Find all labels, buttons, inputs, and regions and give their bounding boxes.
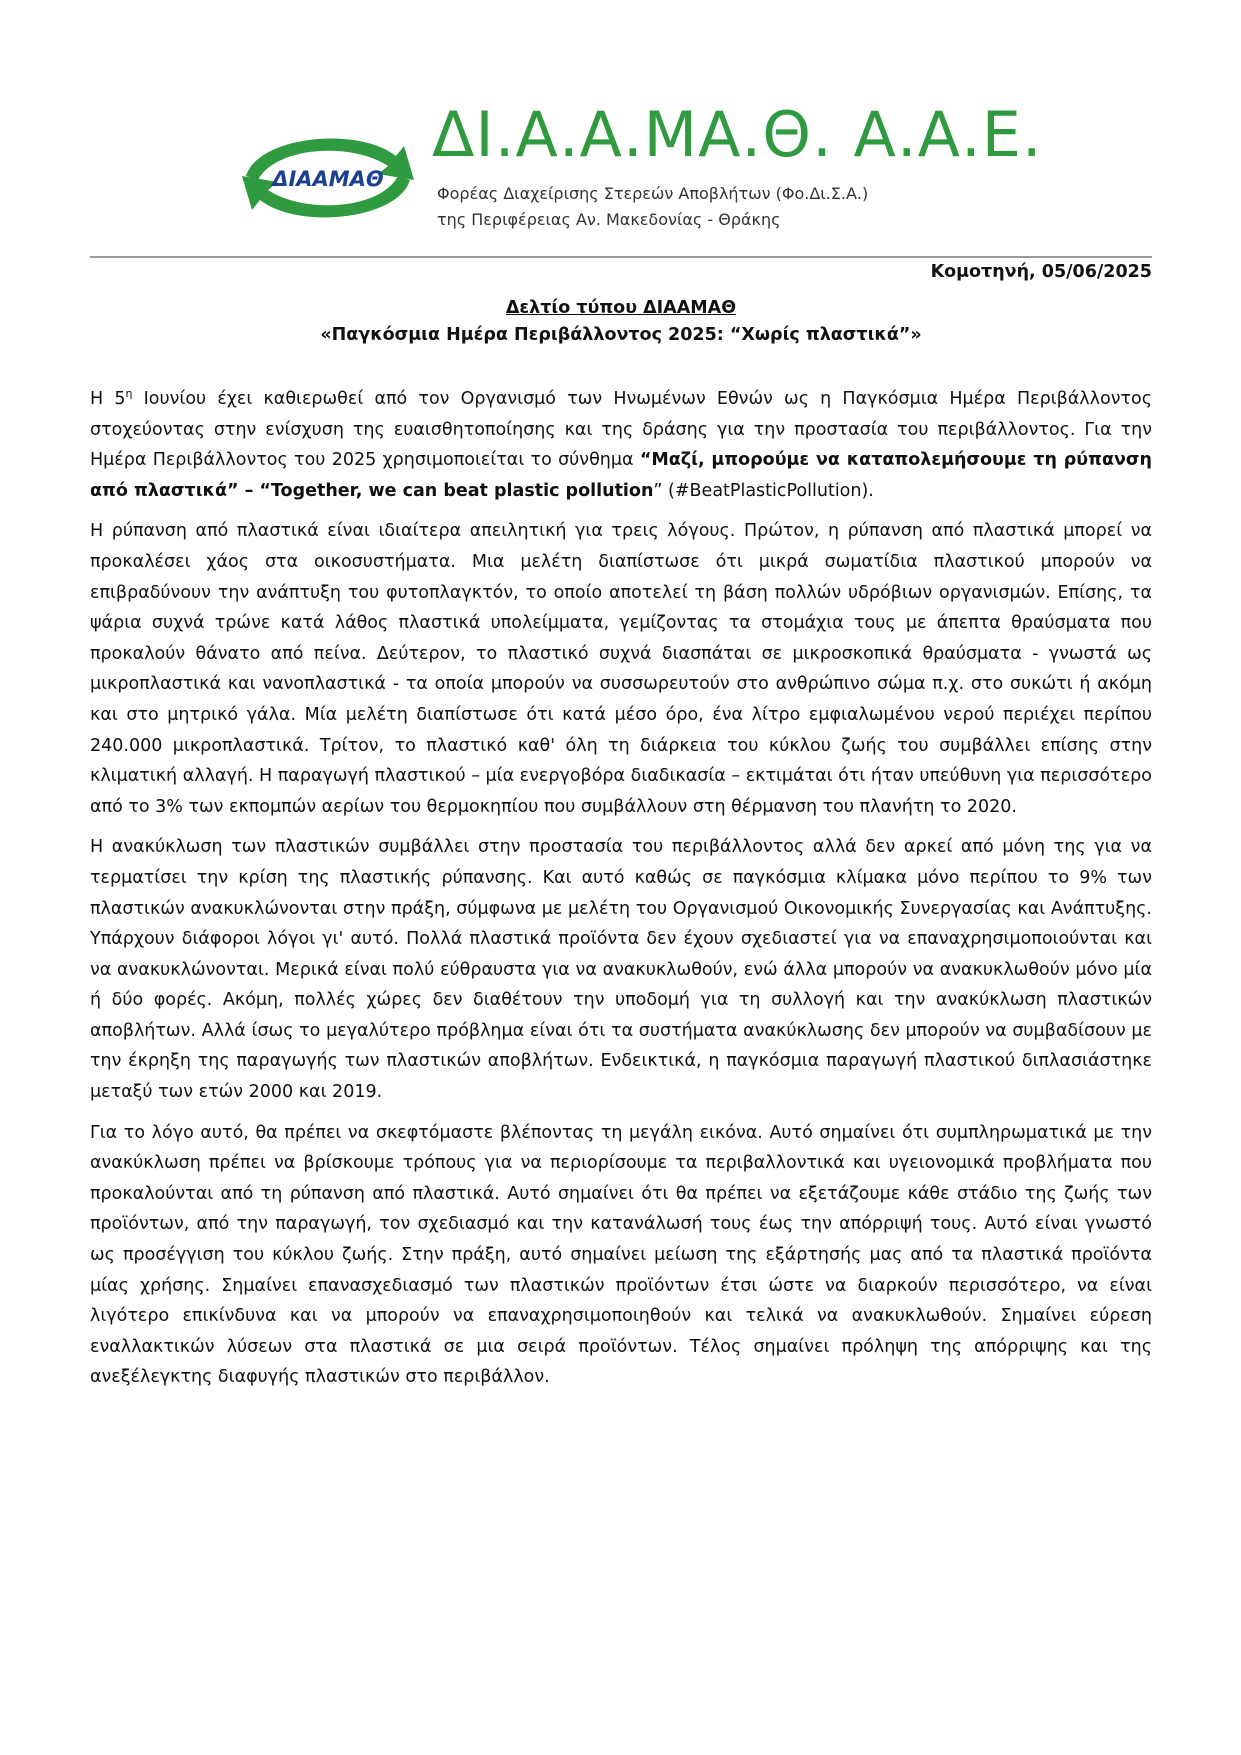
date-line: Κομοτηνή, 05/06/2025 (930, 262, 1152, 282)
organization-name: ΔΙ.Α.Α.ΜΑ.Θ. Α.Α.Ε. (432, 98, 1043, 171)
organization-region: της Περιφέρειας Αν. Μακεδονίας - Θράκης (437, 210, 781, 229)
press-release-label: Δελτίο τύπου ΔΙΑΑΜΑΘ (505, 298, 737, 318)
organization-subtitle: Φορέας Διαχείρισης Στερεών Αποβλήτων (Φο.Δι.Σ.Α.) (437, 184, 869, 203)
press-release-title: «Παγκόσμια Ημέρα Περιβάλλοντος 2025: “Χωρίς πλαστικά”» (320, 325, 922, 345)
paragraph-4: Για το λόγο αυτό, θα πρέπει να σκεφτόμαστε βλέποντας τη μεγάλη εικόνα. Αυτό σημαίνει ότι συμπληρωματικά με την ανακύκλωση πρέπει να βρίσκουμε τρόπους για να περιορίσουμε τα περιβαλλοντικά και υγειονομικά προβλήματα που προκαλούνται από τη ρύπανση από πλαστικά. Αυτό σημαίνει ότι θα πρέπει να εξετάζουμε κάθε στάδιο της ζωής των προϊόντων, από την παραγωγή, τον σχεδιασμό και την κατανάλωσή τους έως την απόρριψή τους. Αυτό είναι γνωστό ως προσέγγιση του κύκλου ζωής. Στην πράξη, αυτό σημαίνει μείωση της εξάρτησής μας από τα πλαστικά προϊόντα μίας χρήσης. Σημαίνει επανασχεδιασμό των πλαστικών προϊόντων έτσι ώστε να διαρκούν περισσότερο, να είναι λιγότερο επικίνδυνα και να μπορούν να επαναχρησιμοποιηθούν και τελικά να ανακυκλωθούν. Σημαίνει εύρεση εναλλακτικών λύσεων στα πλαστικά σε μια σειρά προϊόντων. Τέλος σημαίνει πρόληψη της απόρριψης και της ανεξέλεγκτης διαφυγής πλαστικών στο περιβάλλον. (90, 1122, 1152, 1388)
paragraph-3: Η ανακύκλωση των πλαστικών συμβάλλει στην προστασία του περιβάλλοντος αλλά δεν αρκεί από μόνη της για να τερματίσει την κρίση της πλαστικής ρύπανσης. Και αυτό καθώς σε παγκόσμια κλίμακα μόνο περίπου το 9% των πλαστικών ανακυκλώνονται στην πράξη, σύμφωνα με μελέτη του Οργανισμού Οικονομικής Συνεργασίας και Ανάπτυξης. Υπάρχουν διάφοροι λόγοι γι' αυτό. Πολλά πλαστικά προϊόντα δεν έχουν σχεδιαστεί για να επαναχρησιμοποιούνται και να ανακυκλώνονται. Μερικά είναι πολύ εύθραυστα για να ανακυκλωθούν, ενώ άλλα μπορούν να ανακυκλωθούν μόνο μία ή δύο φορές. Ακόμη, πολλές χώρες δεν διαθέτουν την υποδομή για τη συλλογή και την ανακύκλωση πλαστικών αποβλήτων. Αλλά ίσως το μεγαλύτερο πρόβλημα είναι ότι τα συστήματα ανακύκλωσης δεν μπορούν να συμβαδίσουν με την έκρηξη της παραγωγής των πλαστικών αποβλήτων. Ενδεικτικά, η παγκόσμια παραγωγή πλαστικού διπλασιάστηκε μεταξύ των ετών 2000 και 2019. (90, 837, 1152, 1103)
header-divider (90, 256, 1152, 258)
campaign-slogan: “Μαζί, μπορούμε να καταπολεμήσουμε τη ρύπανση από πλαστικά” – “Together, we can beat plastic pollution (90, 450, 1152, 501)
logo-text: ΔΙΑΑΜΑΘ (272, 167, 384, 191)
organization-logo (228, 118, 428, 238)
paragraph-1: Η $5^\eta$ Ιουνίου έχει καθιερωθεί από τον Οργανισμό των Ηνωμένων Εθνών ως η Παγκόσμια Ημέρα Περιβάλλοντος στοχεύοντας στην ενίσχυση της ευαισθητοποίησης και της δράσης για την προστασία του περιβάλλοντος. Για την Ημέρα Περιβάλλοντος του 2025 χρησιμοποιείται το σύνθημα “Μαζί, μπορούμε να καταπολεμήσουμε τη ρύπανση από πλαστικά” – “Together, we can beat plastic pollution” (#BeatPlasticPollution). (90, 387, 1153, 501)
article-body (90, 384, 1152, 1403)
paragraph-2: Η ρύπανση από πλαστικά είναι ιδιαίτερα απειλητική για τρεις λόγους. Πρώτον, η ρύπανση από πλαστικά μπορεί να προκαλέσει χάος στα οικοσυστήματα. Μια μελέτη διαπίστωσε ότι μικρά σωματίδια πλαστικού μπορούν να επιβραδύνουν την ανάπτυξη του φυτοπλαγκτόν, το οποίο αποτελεί τη βάση πολλών υδρόβιων οργανισμών. Επίσης, τα ψάρια συχνά τρώνε κατά λάθος πλαστικά υπολείμματα, γεμίζοντας τα στομάχια τους με άπεπτα θραύσματα που προκαλούν θάνατο από πείνα. Δεύτερον, το πλαστικό συχνά διασπάται σε μικροσκοπικά θραύσματα - γνωστά ως μικροπλαστικά και νανοπλαστικά - τα οποία μπορούν να συσσωρευτούν στο ανθρώπινο σώμα π.χ. στο συκώτι ή ακόμη και στο μητρικό γάλα. Μία μελέτη διαπίστωσε ότι κατά μέσο όρο, ένα λίτρο εμφιαλωμένου νερού περιέχει περίπου 240.000 μικροπλαστικά. Τρίτον, το πλαστικό καθ' όλη τη διάρκεια του κύκλου ζωής του συμβάλλει επίσης στην κλιματική αλλαγή. Η παραγωγή πλαστικού – μία ενεργοβόρα διαδικασία – εκτιμάται ότι ήταν υπεύθυνη για περισσότερο από το 3% των εκπομπών αερίων του θερμοκηπίου που συμβάλλουν στη θέρμανση του πλανήτη το 2020. (90, 521, 1152, 817)
